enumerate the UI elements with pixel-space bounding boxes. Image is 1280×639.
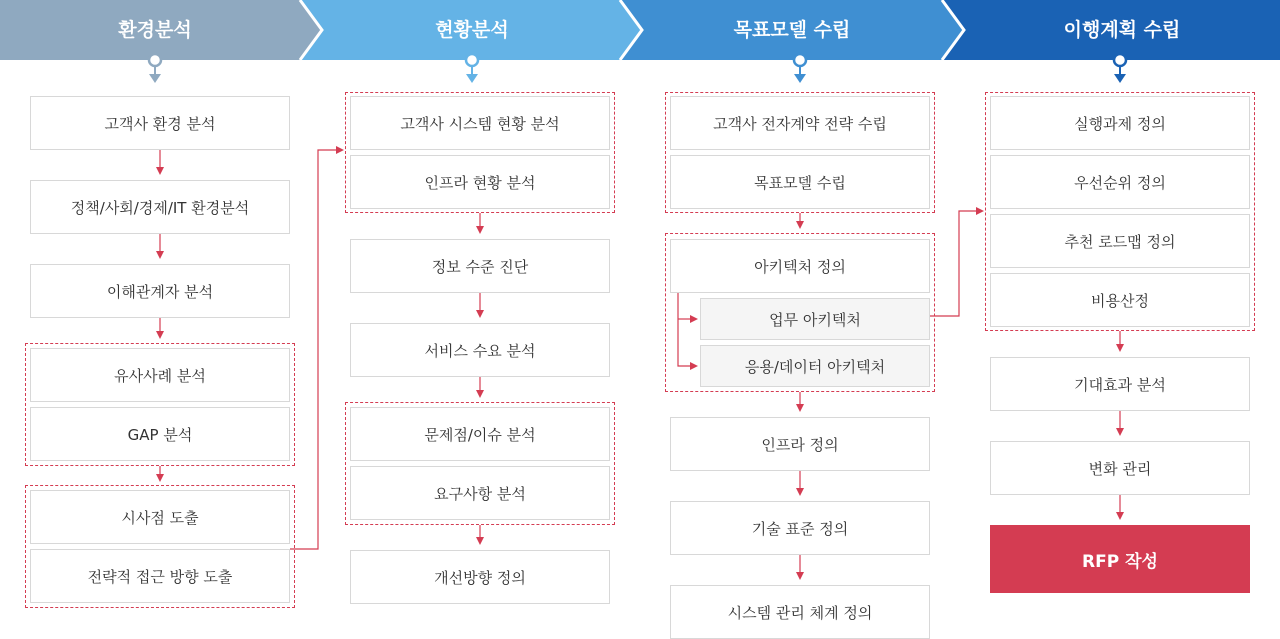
sub-step-box: 업무 아키텍처 xyxy=(700,298,930,340)
step-box: 전략적 접근 방향 도출 xyxy=(30,549,290,603)
step-box: 우선순위 정의 xyxy=(990,155,1250,209)
step-box: 변화 관리 xyxy=(990,441,1250,495)
step-box: 개선방향 정의 xyxy=(350,550,610,604)
step-box: 서비스 수요 분석 xyxy=(350,323,610,377)
stage-title-plan: 이행계획 수립 xyxy=(1063,19,1181,41)
step-box: 추천 로드맵 정의 xyxy=(990,214,1250,268)
step-box: 정책/사회/경제/IT 환경분석 xyxy=(30,180,290,234)
stage-title-env: 환경분석 xyxy=(118,19,192,41)
step-box: 정보 수준 진단 xyxy=(350,239,610,293)
step-box: 실행과제 정의 xyxy=(990,96,1250,150)
step-box: 아키텍처 정의 xyxy=(670,239,930,293)
stage-title-target: 목표모델 수립 xyxy=(733,19,851,41)
step-box: 고객사 환경 분석 xyxy=(30,96,290,150)
step-box: 시사점 도출 xyxy=(30,490,290,544)
step-box: 기술 표준 정의 xyxy=(670,501,930,555)
step-box: 문제점/이슈 분석 xyxy=(350,407,610,461)
final-step-box: RFP 작성 xyxy=(990,525,1250,593)
sub-step-box: 응용/데이터 아키텍처 xyxy=(700,345,930,387)
step-box: 고객사 시스템 현황 분석 xyxy=(350,96,610,150)
step-box: 인프라 현황 분석 xyxy=(350,155,610,209)
stage-title-current: 현황분석 xyxy=(435,19,509,41)
step-box: 기대효과 분석 xyxy=(990,357,1250,411)
step-box: 비용산정 xyxy=(990,273,1250,327)
step-box: 시스템 관리 체계 정의 xyxy=(670,585,930,639)
step-box: GAP 분석 xyxy=(30,407,290,461)
step-box: 유사사례 분석 xyxy=(30,348,290,402)
step-box: 고객사 전자계약 전략 수립 xyxy=(670,96,930,150)
step-box: 인프라 정의 xyxy=(670,417,930,471)
step-box: 요구사항 분석 xyxy=(350,466,610,520)
step-box: 이해관계자 분석 xyxy=(30,264,290,318)
step-box: 목표모델 수립 xyxy=(670,155,930,209)
